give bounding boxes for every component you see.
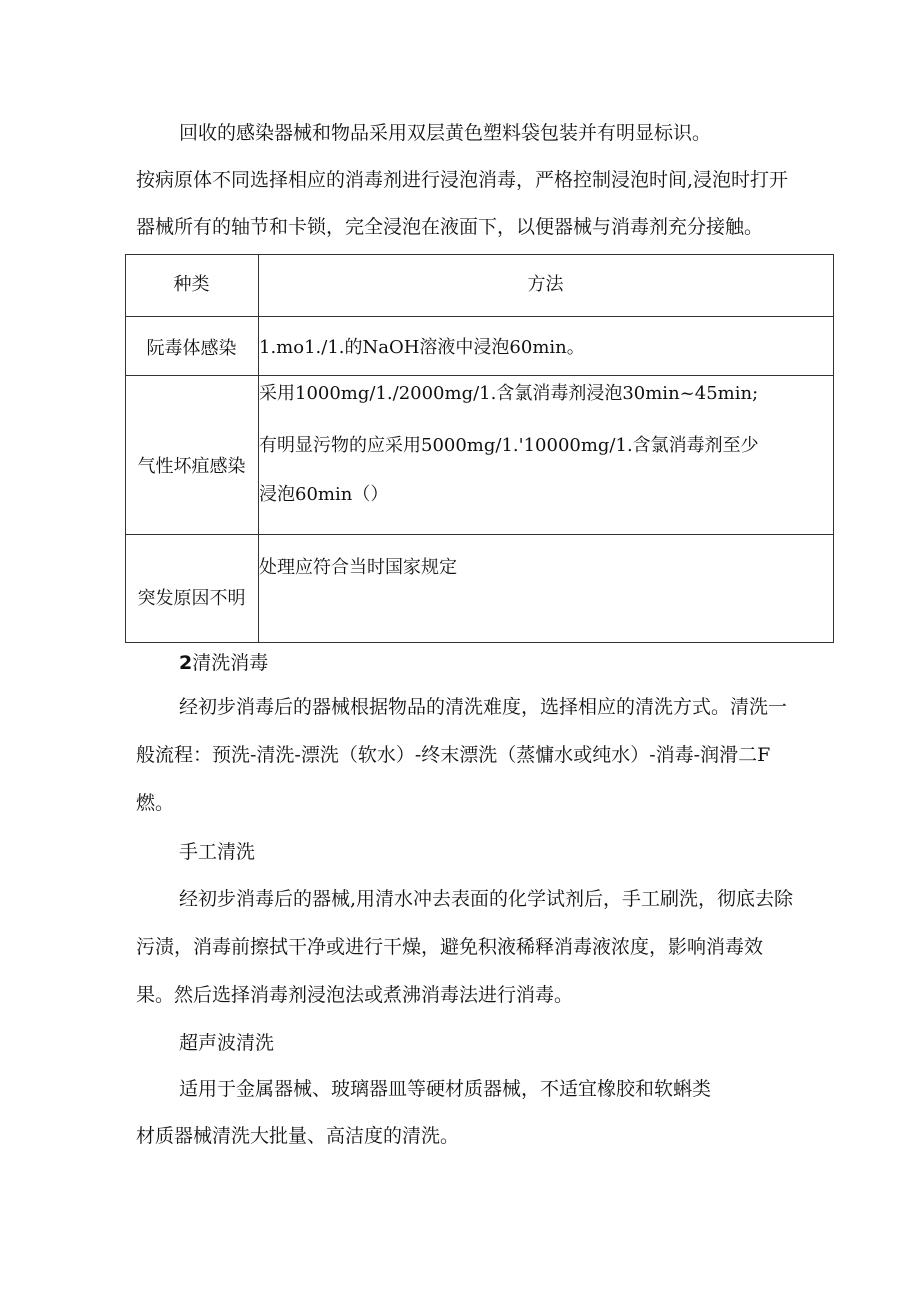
table-border bbox=[125, 375, 834, 376]
table-row-method: 处理应符合当时国家规定 bbox=[259, 557, 457, 578]
ultrasonic-cleaning-heading: 超声波清洗 bbox=[179, 1032, 275, 1054]
ultrasonic-cleaning-line: 材质器械清洗大批量、高洁度的清洗。 bbox=[136, 1125, 460, 1147]
table-header-method: 方法 bbox=[527, 274, 564, 295]
section-heading bbox=[179, 651, 268, 675]
table-row-method: 采用1000mg/1./2000mg/1.含氯消毒剂浸泡30min~45min; bbox=[259, 383, 759, 404]
disinfection-table bbox=[125, 254, 834, 643]
intro-paragraph-2-line-1: 按病原体不同选择相应的消毒剂进行浸泡消毒，严格控制浸泡时间,浸泡时打开 bbox=[136, 169, 789, 191]
table-border bbox=[125, 254, 834, 255]
manual-cleaning-line: 果。然后选择消毒剂浸泡法或煮沸消毒法进行消毒。 bbox=[136, 984, 574, 1006]
table-row-type: 气性坏疽感染 bbox=[137, 456, 246, 477]
manual-cleaning-line: 经初步消毒后的器械,用清水冲去表面的化学试剂后，手工刷洗，彻底去除 bbox=[179, 888, 794, 910]
section-title: 清洗消毒 bbox=[192, 652, 269, 674]
intro-paragraph-2-line-2: 器械所有的轴节和卡锁，完全浸泡在液面下，以便器械与消毒剂充分接触。 bbox=[136, 216, 764, 238]
table-border bbox=[125, 254, 126, 643]
table-row-method: 有明显污物的应采用5000mg/1.'10000mg/1.含氯消毒剂至少 bbox=[259, 435, 759, 456]
section-paragraph-line: 般流程：预洗-清洗-漂洗（软水）-终末漂洗（蒸慵水或纯水）-消毒-润滑二F bbox=[136, 744, 771, 766]
table-border bbox=[125, 534, 834, 535]
table-row-method: 1.mo1./1.的NaOH溶液中浸泡60min。 bbox=[259, 337, 585, 358]
section-paragraph-line: 燃。 bbox=[136, 792, 175, 814]
intro-paragraph-1: 回收的感染器械和物品采用双层黄色塑料袋包装并有明显标识。 bbox=[179, 122, 712, 144]
ultrasonic-cleaning-line: 适用于金属器械、玻璃器皿等硬材质器械，不适宜橡胶和软蝌类 bbox=[179, 1078, 712, 1100]
table-border bbox=[125, 316, 834, 317]
table-header-type: 种类 bbox=[173, 274, 210, 295]
manual-cleaning-heading: 手工清洗 bbox=[179, 841, 256, 863]
table-row-type: 阮毒体感染 bbox=[146, 338, 237, 359]
table-border bbox=[833, 254, 834, 643]
section-paragraph-line: 经初步消毒后的器械根据物品的清洗难度，选择相应的清洗方式。清洗一 bbox=[179, 696, 788, 718]
table-row-type: 突发原因不明 bbox=[137, 588, 246, 609]
table-border bbox=[125, 642, 834, 643]
section-number: 2 bbox=[179, 652, 193, 674]
table-row-method: 浸泡60min（） bbox=[259, 484, 389, 505]
manual-cleaning-line: 污渍，消毒前擦拭干净或进行干燥，避免积液稀释消毒液浓度，影响消毒效 bbox=[136, 936, 764, 958]
